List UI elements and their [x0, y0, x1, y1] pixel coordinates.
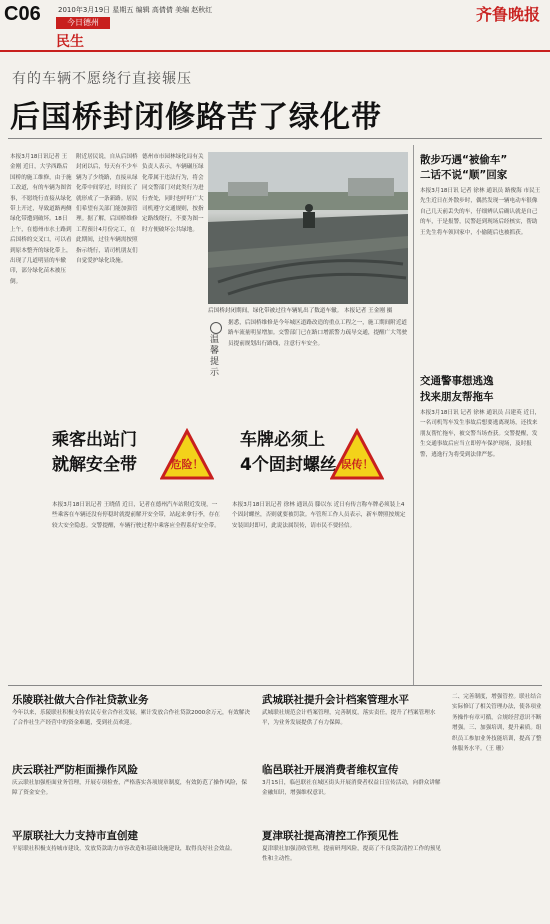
section-kicker: 今日德州: [56, 17, 110, 29]
brief-body: 武城联社规范会计档案管理，完善制度，落实责任，提升了档案管理水平，为业务发展提供了有力保障。: [262, 710, 436, 727]
warning-sign-icon: [160, 428, 214, 482]
section-title: 民生: [56, 34, 84, 50]
brief-body: 3月15日，临邑联社在城区街头开展消费者权益日宣传活动，向群众讲解金融知识，增强维权意识。: [262, 780, 441, 797]
story2-body-b: 本报3月18日讯记者 徐林 通讯员 滕以东 近日有传言称车牌必须装上4个固封螺丝，否则就要被罚款。车管所工作人员表示，新车牌照按规定安装固封即可，此说法属误传，请市民不要轻信。: [232, 502, 406, 529]
lead-column-1: 本报3月18日讯记者 王金刚 近日，大学西路后国桥的施工维修，由于施工改道，有的车辆为图省事，不愿绕行直接从绿化带上开过，导致道路两侧绿化带遭到破坏。18日上午，在德州市水土路到后国桥的交叉口，可以看到原本整齐的绿化带上，出现了几道明显的车辙印，部分绿化苗木被压倒。: [10, 154, 72, 285]
sidebar-headline-2a: 交通警事想逃逸: [420, 375, 494, 387]
news-photo: [208, 152, 408, 304]
sidebar-headline-1a: 散步巧遇“被偷车”: [420, 154, 508, 166]
story2-headline-a: 乘客出站门: [52, 430, 137, 450]
tip-label: 温馨提示: [210, 335, 220, 378]
headline-rule: [8, 138, 542, 139]
masthead-logo: 齐鲁晚报: [475, 5, 540, 24]
sidebar-headline-2b: 找来朋友帮拖车: [420, 391, 494, 403]
column-divider: [413, 145, 414, 685]
brief-body: 平原联社积极支持城市建设，发放贷款助力市容改造和基础设施建设，取得良好社会效益。: [12, 846, 236, 852]
rumor-sign-text: 误传！: [340, 458, 374, 471]
brief-headline: 武城联社提升会计档案管理水平: [262, 694, 409, 706]
brief-headline: 平原联社大力支持市直创建: [12, 830, 138, 842]
lead-headline: 后国桥封闭修路苦了绿化带: [10, 100, 382, 135]
sidebar-headline-1b: 二话不说“顺”回家: [420, 169, 508, 181]
brief-headline: 临邑联社开展消费者维权宣传: [262, 764, 399, 776]
brief-headline: 庆云联社严防柜面操作风险: [12, 764, 138, 776]
brief-body: 夏津联社加强清收管理，提前研判风险，提高了不良贷款清控工作的预见性和主动性。: [262, 846, 442, 863]
speech-bubble-icon: [210, 322, 222, 334]
story2-headline-d: 4个固封螺丝: [240, 455, 337, 475]
brief-headline: 夏津联社提高清控工作预见性: [262, 830, 399, 842]
lead-column-2: 附近居民说，自从后国桥封闭以后，每天有不少车辆为了少绕路，直接从绿化带中间穿过，时间长了就形成了一条新路。居民们希望有关部门能加强管理。据了解，后国桥维修工程预计4月份完工，在此期间，过往车辆需按照指示绕行，请司机朋友们自觉爱护绿化设施。: [76, 154, 138, 265]
warning-sign-text: 危险！: [170, 458, 204, 471]
story2-headline-c: 车牌必须上: [240, 430, 325, 450]
brief-headline: 乐陵联社做大合作社贷款业务: [12, 694, 149, 706]
sidebar-story-2: 本报3月18日讯 记者 徐林 通讯员 吕建英 近日，一名司机驾车发生事故后想要逃离现场，还找来朋友帮忙拖车，被交警当场查获。交警提醒，发生交通事故后应当立即停车保护现场，及时报警，逃逸行为将受到法律严惩。: [420, 410, 541, 458]
brief-body: 今年以来，乐陵联社积极支持农民专业合作社发展，累计发放合作社贷款2000余万元，有效解决了合作社生产经营中的资金难题，受到社员欢迎。: [12, 710, 250, 727]
header-rule: [0, 50, 550, 52]
rumor-sign-icon: [330, 428, 384, 482]
road-scene-illustration: [208, 152, 408, 304]
lead-subheadline: 有的车辆不愿绕行直接辗压: [12, 71, 192, 87]
page-number: C06: [4, 3, 41, 25]
story2-body-a: 本报3月18日讯记者 王晓倩 近日，记者在德州汽车站附近发现，一些乘客在车辆还没有停稳时就提前解开安全带，站起来拿行李，存在较大安全隐患。交警提醒，车辆行驶过程中乘客应全程系好安全带。: [52, 502, 220, 529]
brief-continued-text: 二、完善制度，增强管控。联社结合实际修订了相关管理办法，使各项业务操作有章可循，合规经营意识不断增强。三、加强培训，提升素质。组织员工参加业务技能培训，提高了整体服务水平。（王 珊）: [452, 694, 542, 753]
date-line: 2010年3月19日 星期五 编辑 高倩倩 美编 赵秋红: [58, 6, 213, 14]
lead-column-4: 据悉，后国桥维修是今年城区道路改造的重点工程之一，施工期间附近道路车流量明显增加。交警部门已在路口增派警力疏导交通，提醒广大驾驶员提前规划出行路线，注意行车安全。: [228, 320, 408, 347]
story2-headline-b: 就解安全带: [52, 455, 137, 475]
sidebar-story-1: 本报3月18日讯 记者 徐林 通讯员 路俊海 市民王先生近日在外散步时，偶然发现一辆电动车很像自己几天前丢失的车，仔细辨认后确认就是自己的车，于是报警，民警赶到现场后经核实，帮助王先生将车领回家中，小偷随后也被抓获。: [420, 188, 541, 236]
briefs-rule: [8, 685, 542, 686]
photo-caption: 后国桥封闭期间，绿化带被过往车辆轧出了数道车辙。 本报记者 王金刚 摄: [208, 308, 393, 314]
lead-column-3: 德州市市园林绿化局有关负责人表示，车辆碾压绿化带属于违法行为，将会同交警部门对此类行为进行查处，同时也呼吁广大司机遵守交通规则，按指定路线绕行，不要为图一时方便破坏公共绿地。: [142, 154, 204, 233]
brief-body: 庆云联社加强柜面业务管理，开展专项检查，严格落实各项规章制度，有效防范了操作风险，保障了资金安全。: [12, 780, 247, 797]
